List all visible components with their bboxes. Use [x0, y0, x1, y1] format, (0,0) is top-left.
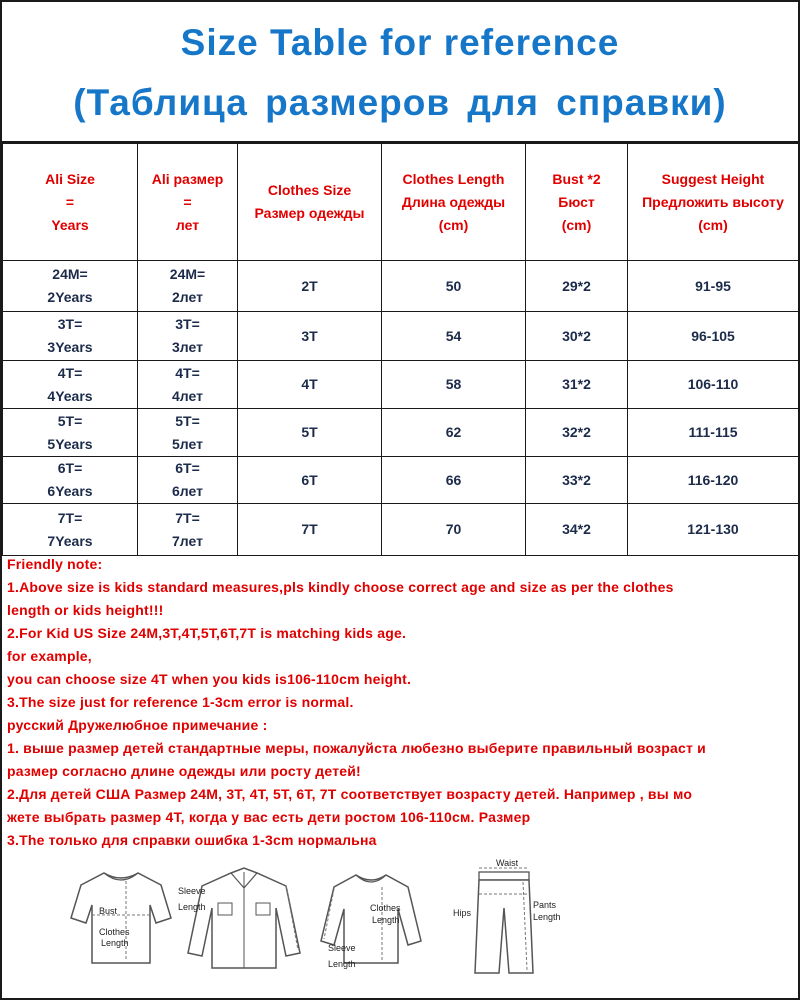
header-bust: Bust *2 Бюст (cm): [526, 144, 628, 261]
note-line: русский Дружелюбное примечание :: [7, 717, 268, 733]
table-row: [3, 312, 799, 361]
cell-bust: 30*2: [526, 312, 628, 361]
table-row: [3, 504, 799, 556]
cell-clothes-length: 62: [382, 409, 526, 457]
cell-bust: 34*2: [526, 504, 628, 556]
sleeve-label: Sleeve: [178, 886, 206, 896]
hips-label: Hips: [453, 908, 472, 918]
cell-bust: 33*2: [526, 457, 628, 504]
title-russian: (Таблица размеров для справки): [73, 82, 727, 123]
sweater-measure-diagram: [316, 863, 426, 973]
tshirt-icon: [66, 863, 176, 973]
note-line: you can choose size 4T when you kids is106-110cm height.: [7, 671, 412, 687]
cell-bust: 29*2: [526, 261, 628, 312]
header-clothes-size: Clothes Size Размер одежды: [238, 144, 382, 261]
cell-clothes-length: 70: [382, 504, 526, 556]
table-header-row: [3, 144, 799, 261]
cell-ali-razmer: 24M= 2лет: [138, 261, 238, 312]
cell-suggest-height: 106-110: [628, 361, 799, 409]
sleeve-length-label: Length: [178, 902, 206, 912]
cell-ali-size: 24M= 2Years: [3, 261, 138, 312]
cell-clothes-length: 54: [382, 312, 526, 361]
cell-clothes-size: 5T: [238, 409, 382, 457]
cell-clothes-size: 7T: [238, 504, 382, 556]
note-line: 2.Для детей США Размер 24M, 3T, 4T, 5T, 6T, 7T соответствует возрасту детей. Например , вы мо: [7, 786, 693, 802]
note-line: length or kids height!!!: [7, 602, 164, 618]
measurement-diagrams: [46, 858, 566, 978]
sleeve-length-label-2: Length: [328, 959, 356, 969]
note-line: for example,: [7, 648, 92, 664]
cell-ali-size: 4T= 4Years: [3, 361, 138, 409]
cell-suggest-height: 116-120: [628, 457, 799, 504]
sleeve-label-2: Sleeve: [328, 943, 356, 953]
header-ali-size: Ali Size = Years: [3, 144, 138, 261]
cell-ali-razmer: 4T= 4лет: [138, 361, 238, 409]
table-row: [3, 457, 799, 504]
cell-ali-size: 7T= 7Years: [3, 504, 138, 556]
cell-ali-razmer: 3T= 3лет: [138, 312, 238, 361]
clothes-label: Clothes: [99, 927, 130, 937]
note-line: жете выбрать размер 4T, когда у вас есть дети ростом 106-110см. Размер: [7, 809, 531, 825]
title-english: Size Table for reference: [180, 22, 620, 63]
note-line: 3.The size just for reference 1-3cm error is normal.: [7, 694, 354, 710]
sweater-icon: [316, 863, 426, 973]
cell-clothes-length: 50: [382, 261, 526, 312]
note-line: размер согласно длине одежды или росту детей!: [7, 763, 361, 779]
shirt-icon: [176, 858, 306, 973]
note-line: 3.The только для справки ошибка 1-3cm нормальна: [7, 832, 377, 848]
cell-suggest-height: 111-115: [628, 409, 799, 457]
bust-label: Bust: [99, 906, 118, 916]
length-label-2: Length: [372, 915, 400, 925]
cell-ali-razmer: 6T= 6лет: [138, 457, 238, 504]
cell-ali-razmer: 5T= 5лет: [138, 409, 238, 457]
cell-suggest-height: 96-105: [628, 312, 799, 361]
cell-clothes-length: 58: [382, 361, 526, 409]
length-label: Length: [101, 938, 129, 948]
table-row: [3, 409, 799, 457]
waist-label: Waist: [496, 858, 519, 868]
cell-suggest-height: 91-95: [628, 261, 799, 312]
header-clothes-length: Clothes Length Длина одежды (cm): [382, 144, 526, 261]
note-line: 1. выше размер детей стандартные меры, пожалуйста любезно выберите правильный возраст и: [7, 740, 706, 756]
pants-length-label: Length: [533, 912, 561, 922]
note-line: 1.Above size is kids standard measures,pls kindly choose correct age and size as per the clothes: [7, 579, 674, 595]
header-ali-razmer: Ali размер = лет: [138, 144, 238, 261]
pants-measure-diagram: [451, 858, 561, 978]
cell-clothes-size: 6T: [238, 457, 382, 504]
tshirt-measure-diagram: [66, 863, 176, 973]
cell-ali-size: 3T= 3Years: [3, 312, 138, 361]
note-line: 2.For Kid US Size 24M,3T,4T,5T,6T,7T is matching kids age.: [7, 625, 407, 641]
size-table: [2, 143, 799, 556]
header-suggest-height: Suggest Height Предложить высоту (cm): [628, 144, 799, 261]
table-row: [3, 361, 799, 409]
cell-clothes-length: 66: [382, 457, 526, 504]
cell-ali-razmer: 7T= 7лет: [138, 504, 238, 556]
title-block: [0, 0, 800, 143]
pants-label: Pants: [533, 900, 557, 910]
shirt-measure-diagram: [176, 858, 306, 973]
cell-clothes-size: 3T: [238, 312, 382, 361]
cell-clothes-size: 2T: [238, 261, 382, 312]
note-line: Friendly note:: [7, 556, 103, 572]
cell-ali-size: 6T= 6Years: [3, 457, 138, 504]
cell-suggest-height: 121-130: [628, 504, 799, 556]
cell-clothes-size: 4T: [238, 361, 382, 409]
cell-bust: 31*2: [526, 361, 628, 409]
table-row: [3, 261, 799, 312]
clothes-label-2: Clothes: [370, 903, 401, 913]
cell-ali-size: 5T= 5Years: [3, 409, 138, 457]
cell-bust: 32*2: [526, 409, 628, 457]
